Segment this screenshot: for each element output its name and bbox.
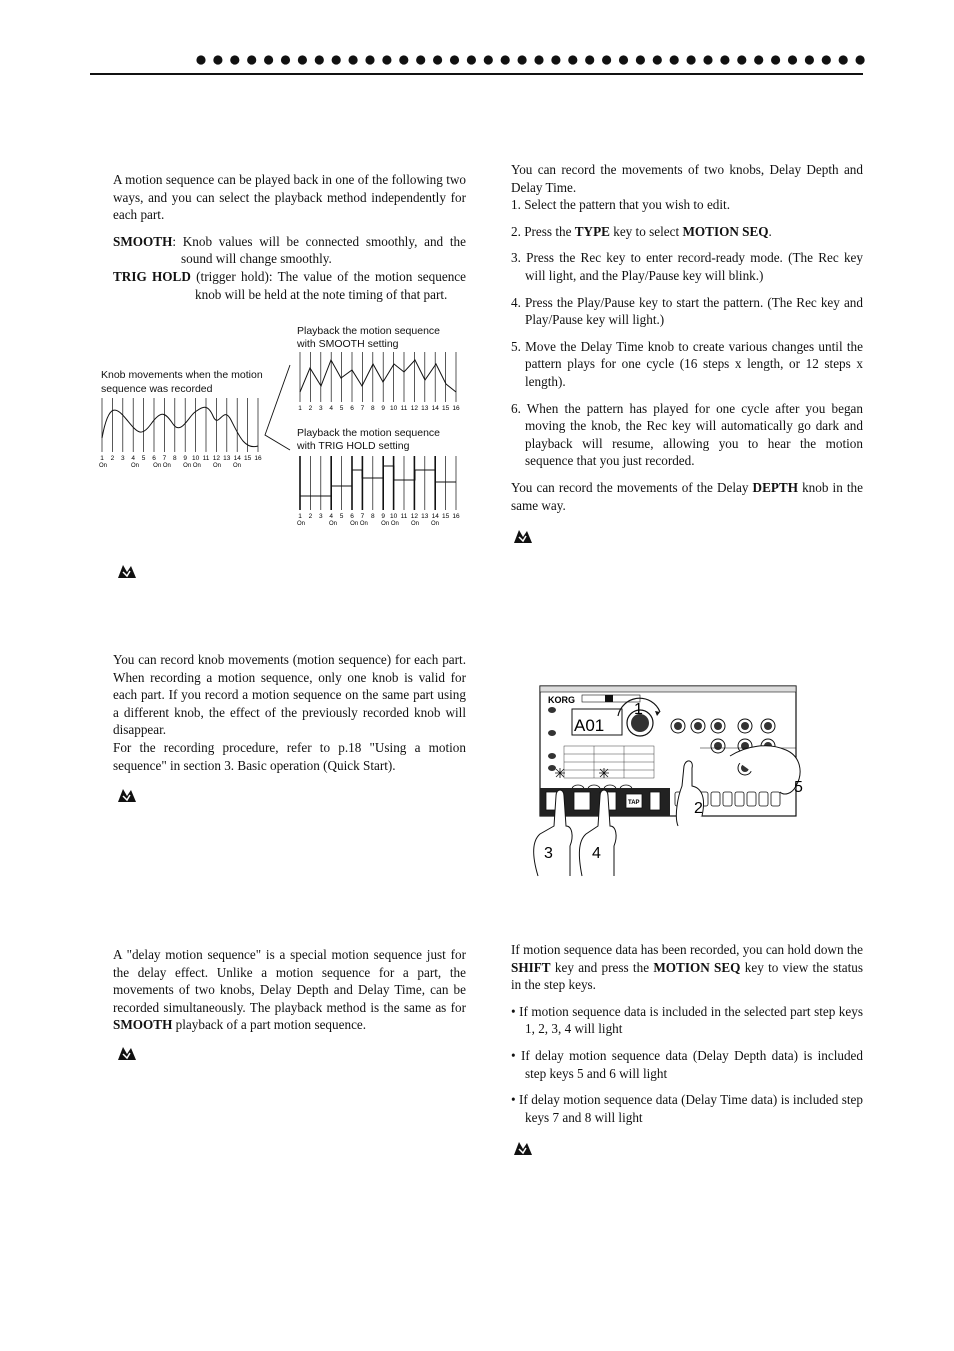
figure-tick-label: 14 xyxy=(431,405,439,412)
figure-tick-label: On xyxy=(98,463,108,469)
figure-tick-label: 5 xyxy=(339,405,344,412)
callout-5: 5 xyxy=(794,779,803,796)
header-dot xyxy=(399,55,408,64)
header-dot xyxy=(349,55,358,64)
step-6: 6. When the pattern has played for one cycle after you began moving the knob, the Rec key will automatically go dark and playback will resume, allowing you to hear the motion sequence that you just recorded. xyxy=(511,400,863,469)
header-dot xyxy=(602,55,611,64)
figure-tick-label: 3 xyxy=(318,513,323,520)
figure-tick-label: 7 xyxy=(162,455,167,462)
header-dot xyxy=(788,55,797,64)
status-bullet-2: • If delay motion sequence data (Delay Depth data) is included step keys 5 and 6 will light xyxy=(511,1047,863,1081)
label-smooth: Playback the motion sequence with SMOOTH setting xyxy=(297,325,441,350)
figure-tick-label: 13 xyxy=(421,405,429,412)
step-3: 3. Press the Rec key to enter record-ready mode. (The Rec key will light, and the Play/Pause key will blink.) xyxy=(511,250,863,283)
step-5: 5. Move the Delay Time knob to create various changes until the pattern plays for one cycle (16 steps x length, or 12 steps x length). xyxy=(511,338,863,389)
header-dot xyxy=(534,55,543,64)
left-column-delay xyxy=(113,946,466,1043)
figure-tick-label: On xyxy=(430,521,440,525)
header-dot xyxy=(365,55,374,64)
figure-tick-label: 10 xyxy=(389,405,398,412)
figure-tick-label: 11 xyxy=(400,513,408,520)
figure-tick-label: On On xyxy=(381,521,399,525)
figure-tick-label: 16 xyxy=(452,513,460,520)
figure-tick-label: 7 xyxy=(360,405,365,412)
figure-tick-label: 8 xyxy=(172,455,177,462)
figure-tick-label: On On xyxy=(350,521,368,525)
figure-tick-label: 8 xyxy=(370,513,375,520)
smooth-definition: SMOOTH: Knob values will be connected smoothly, and the sound will change smoothly. xyxy=(113,233,466,267)
figure-tick-label: 9 xyxy=(381,405,386,412)
figure-tick-label: On xyxy=(410,521,420,525)
figure-tick-label: 14 xyxy=(431,513,439,520)
figure-tick-label: 11 xyxy=(400,405,408,412)
figure-tick-label: 16 xyxy=(452,405,460,412)
figure-tick-label: 10 xyxy=(389,513,398,520)
figure-tick-label: 12 xyxy=(410,513,419,520)
header-dot xyxy=(551,55,560,64)
figure-tick-label: 15 xyxy=(441,513,450,520)
figure-tick-label: 15 xyxy=(441,405,450,412)
header-rule xyxy=(90,73,863,75)
right-column-status xyxy=(511,941,863,1135)
header-dot xyxy=(856,55,865,64)
header-dot xyxy=(518,55,527,64)
header-dot xyxy=(636,55,645,64)
warning-icon xyxy=(117,563,137,579)
warning-icon xyxy=(117,1045,137,1061)
header-dot xyxy=(839,55,848,64)
header-dot xyxy=(450,55,459,64)
figure-tick-label: 5 xyxy=(339,513,344,520)
figure-tick-label: On xyxy=(212,463,222,469)
callout-4: 4 xyxy=(592,845,601,862)
header-dot xyxy=(467,55,476,64)
header-dot xyxy=(619,55,628,64)
header-dot xyxy=(433,55,442,64)
figure-tick-label: 2 xyxy=(308,405,313,412)
callout-1: 1 xyxy=(634,701,643,718)
header-dot xyxy=(281,55,290,64)
figure-tick-label: 4 xyxy=(329,405,334,412)
figure-tick-label: 6 xyxy=(350,513,354,520)
step-2: 2. Press the TYPE key to select MOTION SEQ. xyxy=(511,223,772,239)
header-dot xyxy=(670,55,679,64)
figure-tick-label: 5 xyxy=(141,455,146,462)
warning-icon xyxy=(513,1140,533,1156)
recording-reference: For the recording procedure, refer to p.18 "Using a motion sequence" in section 3. Basic operation (Quick Start). xyxy=(113,739,466,773)
figure-tick-label: 9 xyxy=(183,455,188,462)
figure-tick-label: 7 xyxy=(360,513,365,520)
header-dot xyxy=(754,55,763,64)
recording-paragraph: You can record knob movements (motion sequence) for each part. When recording a motion sequence, only one knob is valid for each part. If you record a motion sequence on the same part using a different knob, the effect of the previously recorded knob will disappear. xyxy=(113,652,466,738)
header-dot xyxy=(247,55,256,64)
figure-tick-label: On On xyxy=(183,463,201,469)
figure-tick-label: 12 xyxy=(410,405,419,412)
figure-tick-label: 6 xyxy=(350,405,354,412)
figure-tick-label: 13 xyxy=(223,455,231,462)
recorded-curve xyxy=(102,407,258,446)
figure-tick-label: On On xyxy=(153,463,171,469)
figure-tick-label: 3 xyxy=(318,405,323,412)
figure-curve xyxy=(300,360,456,392)
header-dot xyxy=(568,55,577,64)
status-paragraph: If motion sequence data has been recorded, you can hold down the SHIFT key and press the MOTION SEQ key to view the status in the step keys. xyxy=(511,942,863,993)
delay-intro: You can record the movements of two knobs, Delay Depth and Delay Time. xyxy=(511,162,863,195)
header-dot xyxy=(703,55,712,64)
figure-tick-label: 9 xyxy=(381,513,386,520)
header-dot xyxy=(196,55,205,64)
step-1: 1. Select the pattern that you wish to edit. xyxy=(511,197,731,213)
header-dot xyxy=(484,55,493,64)
left-column-recording xyxy=(113,651,466,783)
playback-intro: A motion sequence can be played back in one of the following two ways, and you can select the playback method independently for each part. xyxy=(113,172,466,223)
figure-tick-label: 13 xyxy=(421,513,429,520)
header-dot xyxy=(298,55,307,64)
header-dot xyxy=(822,55,831,64)
figure-tick-label: 1 xyxy=(298,405,302,412)
depth-note: You can record the movements of the Delay DEPTH knob in the same way. xyxy=(511,479,863,513)
figure-tick-label: 4 xyxy=(329,513,334,520)
header-dot xyxy=(213,55,222,64)
header-dot xyxy=(653,55,662,64)
figure-tick-label: 10 xyxy=(191,455,200,462)
status-bullet-3: • If delay motion sequence data (Delay Time data) is included step keys 7 and 8 will light xyxy=(511,1092,863,1125)
trig-hold-definition: TRIG HOLD (trigger hold): The value of the motion sequence knob will be held at the note timing of that part. xyxy=(113,268,467,302)
figure-tick-label: 15 xyxy=(243,455,252,462)
figure-tick-label: 2 xyxy=(308,513,313,520)
header-dot xyxy=(585,55,594,64)
figure-tick-label: 1 xyxy=(298,513,302,520)
label-recorded: Knob movements when the motion sequence was recorded xyxy=(101,369,263,395)
figure-tick-label: 1 xyxy=(100,455,104,462)
callout-2: 2 xyxy=(694,800,703,817)
warning-icon xyxy=(513,528,533,544)
header-dot xyxy=(230,55,239,64)
header-dots xyxy=(196,53,866,67)
header-dot xyxy=(332,55,341,64)
figure-tick-label: 2 xyxy=(110,455,115,462)
right-column-steps xyxy=(511,161,863,523)
warning-icon xyxy=(117,787,137,803)
figure-tick-label: 14 xyxy=(233,455,241,462)
label-trig-hold: Playback the motion sequence with TRIG HOLD setting xyxy=(297,427,441,452)
figure-tick-label: On xyxy=(232,463,242,469)
callout-3: 3 xyxy=(544,845,553,862)
brand-logo: KORG xyxy=(548,695,575,705)
figure-tick-label: 4 xyxy=(131,455,136,462)
delay-motion-paragraph: A "delay motion sequence" is a special motion sequence just for the delay effect. Unlike a motion sequence for a part, the movements of two knobs, Delay Depth and Delay Time, can be recorded simultaneously. The playback method is the same as for SMOOTH playback of a part motion sequence. xyxy=(113,947,466,1033)
header-dot xyxy=(805,55,814,64)
figure-tick-label: On xyxy=(296,521,306,525)
display-readout: A01 xyxy=(574,716,605,735)
header-dot xyxy=(687,55,696,64)
header-dot xyxy=(416,55,425,64)
figure-tick-label: On xyxy=(328,521,338,525)
figure-tick-label: 12 xyxy=(212,455,221,462)
tap-key: TAP xyxy=(628,800,640,806)
header-dot xyxy=(315,55,324,64)
header-dot xyxy=(771,55,780,64)
header-dot xyxy=(720,55,729,64)
figure-tick-label: 3 xyxy=(120,455,125,462)
figure-tick-label: 16 xyxy=(254,455,262,462)
step-4: 4. Press the Play/Pause key to start the pattern. (The Rec key and Play/Pause key will light.) xyxy=(511,294,863,328)
header-dot xyxy=(382,55,391,64)
figure-tick-label: 6 xyxy=(152,455,156,462)
figure-tick-label: 11 xyxy=(202,455,210,462)
header-dot xyxy=(264,55,273,64)
header-dot xyxy=(501,55,510,64)
status-bullet-1: • If motion sequence data is included in the selected part step keys 1, 2, 3, 4 will light xyxy=(511,1003,863,1037)
figure-tick-label: On xyxy=(130,463,140,469)
figure-tick-label: 8 xyxy=(370,405,375,412)
header-dot xyxy=(737,55,746,64)
figure-curve xyxy=(300,466,456,496)
device-illustration xyxy=(510,676,810,881)
left-column-intro xyxy=(113,171,466,312)
